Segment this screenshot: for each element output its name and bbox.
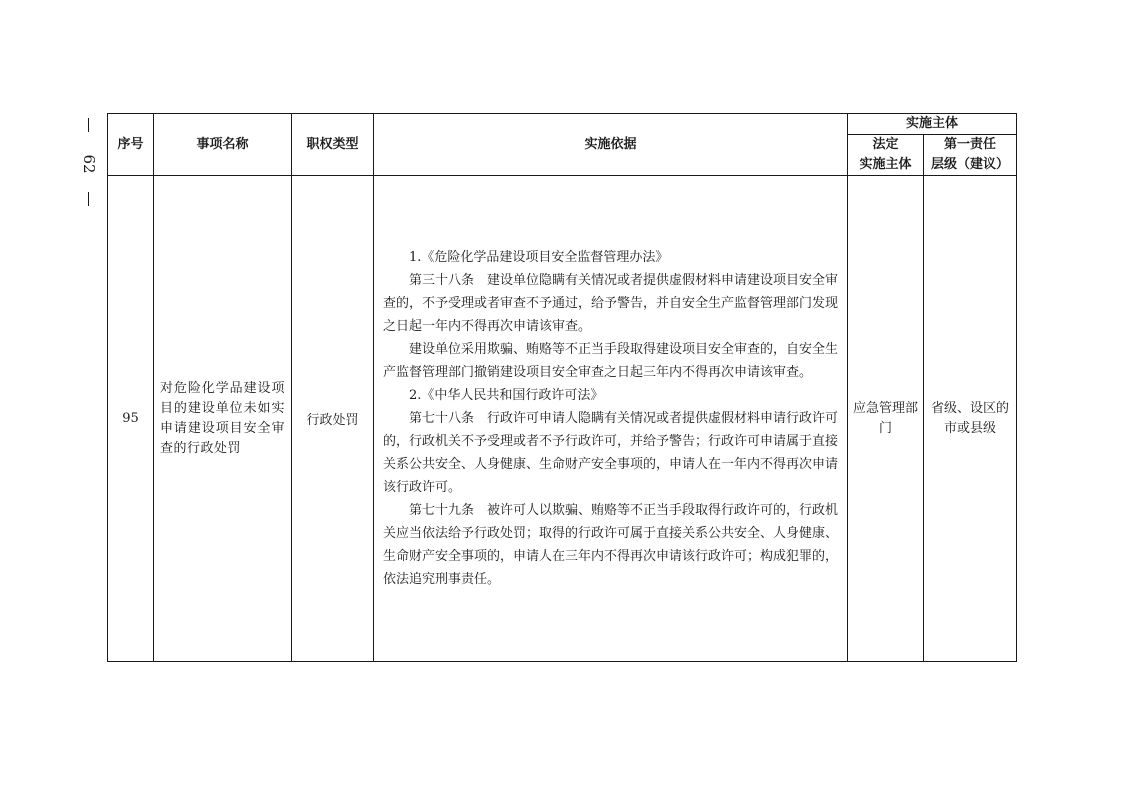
page-number-text: 62 <box>80 154 98 174</box>
header-first-responsibility: 第一责任 层级（建议） <box>924 135 1017 176</box>
basis-paragraph: 第七十八条 行政许可申请人隐瞒有关情况或者提供虚假材料申请行政许可的，行政机关不予受理或者不予行政许可，并给予警告；行政许可申请属于直接关系公共安全、人身健康、生命财产安全事项的，申请人在一年内不得再次申请该行政许可。 <box>383 411 839 495</box>
header-type: 职权类型 <box>292 114 374 176</box>
basis-paragraph: 第七十九条 被许可人以欺骗、贿赂等不正当手段取得行政许可的，行政机关应当依法给予行政处罚；取得的行政许可属于直接关系公共安全、人身健康、生命财产安全事项的，申请人在三年内不得再次申请该行政许可；构成犯罪的，依法追究刑事责任。 <box>383 503 839 587</box>
basis-paragraph: 建设单位采用欺骗、贿赂等不正当手段取得建设项目安全审查的，自安全生产监督管理部门撤销建设项目安全审查之日起三年内不得再次申请该审查。 <box>383 342 839 380</box>
cell-first-responsibility: 省级、设区的市或县级 <box>924 176 1017 662</box>
header-legal-entity: 法定 实施主体 <box>848 135 924 176</box>
header-entity-group: 实施主体 <box>848 114 1017 135</box>
cell-type: 行政处罚 <box>292 176 374 662</box>
page-number <box>74 118 104 210</box>
cell-basis <box>374 176 848 662</box>
cell-name: 对危险化学品建设项目的建设单位未如实申请建设项目安全审查的行政处罚 <box>154 176 292 662</box>
cell-seq: 95 <box>108 176 154 662</box>
header-basis: 实施依据 <box>374 114 848 176</box>
table-row <box>108 176 1017 662</box>
basis-paragraph: 1.《危险化学品建设项目安全监督管理办法》 <box>409 250 669 265</box>
header-seq: 序号 <box>108 114 154 176</box>
basis-paragraph: 第三十八条 建设单位隐瞒有关情况或者提供虚假材料申请建设项目安全审查的，不予受理或者审查不予通过，给予警告，并自安全生产监督管理部门发现之日起一年内不得再次申请该审查。 <box>383 273 839 334</box>
page-number-dash-top <box>88 118 89 132</box>
document-table <box>107 113 1017 662</box>
basis-paragraph: 2.《中华人民共和国行政许可法》 <box>409 388 604 403</box>
page-number-dash-bottom <box>88 192 89 206</box>
cell-legal-entity: 应急管理部门 <box>848 176 924 662</box>
header-name: 事项名称 <box>154 114 292 176</box>
